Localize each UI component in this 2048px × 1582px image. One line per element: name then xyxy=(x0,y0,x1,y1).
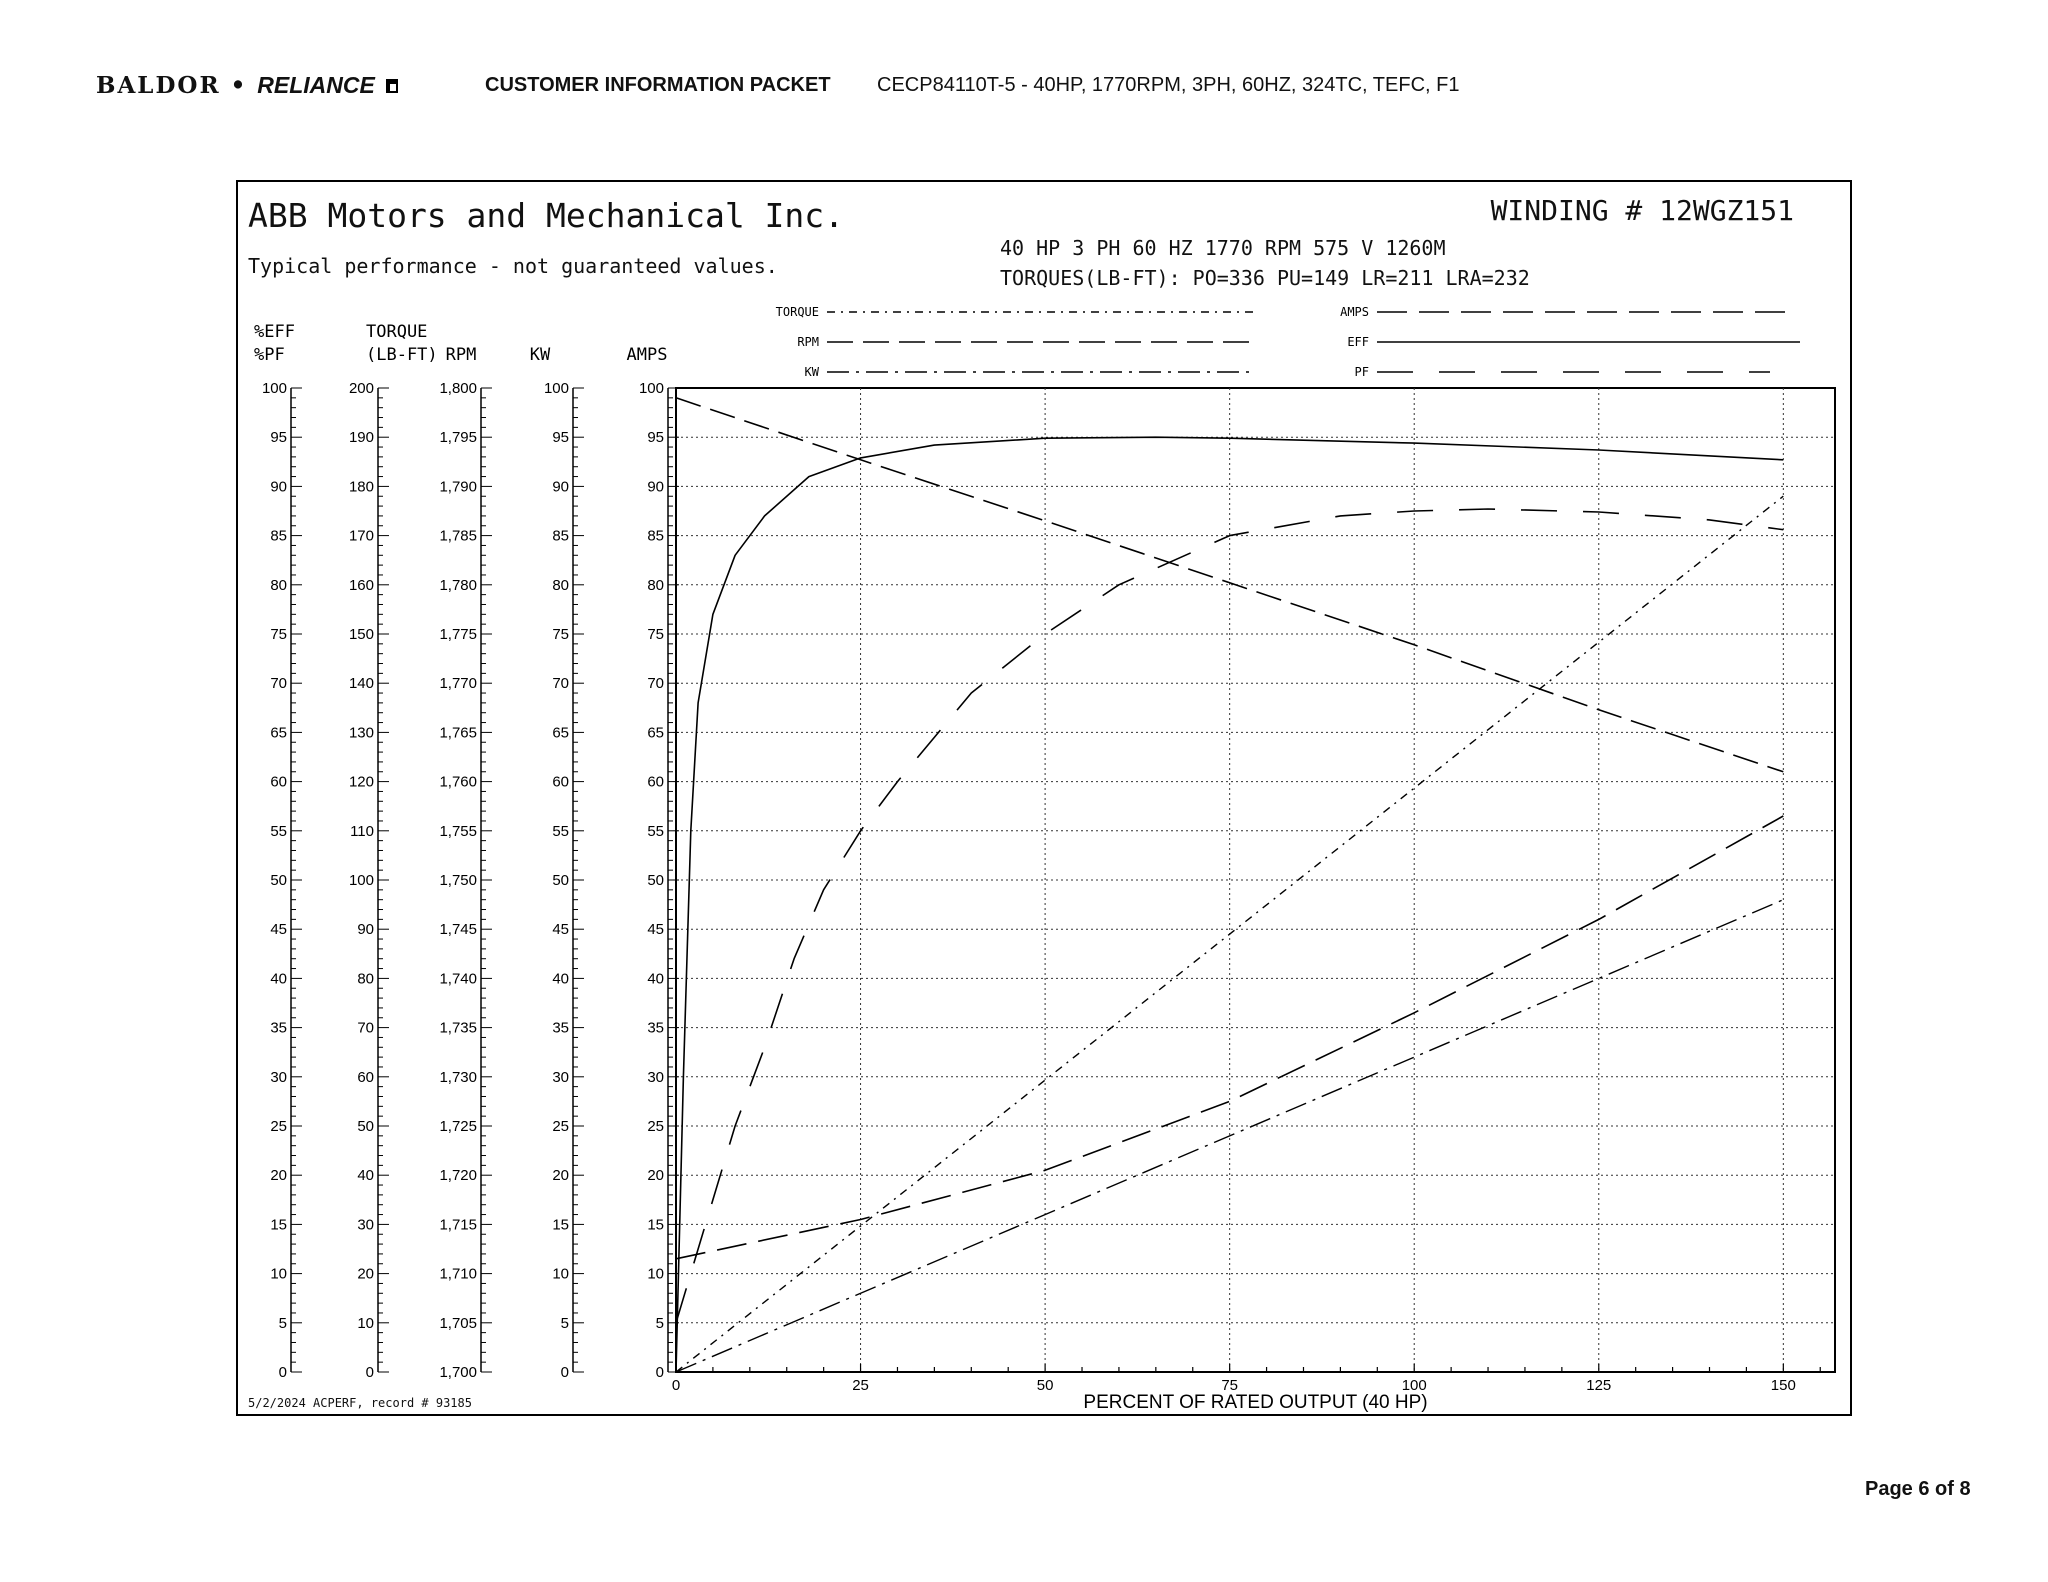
scale-tick-label: 1,800 xyxy=(439,380,477,397)
scale-tick-label: 25 xyxy=(270,1118,287,1135)
scale-tick-label: 40 xyxy=(270,970,287,988)
scale-tick-label: 0 xyxy=(560,1364,569,1381)
x-tick-label: 100 xyxy=(1401,1377,1427,1394)
scale-tick-label: 110 xyxy=(350,822,374,840)
scale-tick-label: 20 xyxy=(357,1265,374,1283)
scale-tick-label: 1,775 xyxy=(439,626,477,643)
scale-tick-label: 1,715 xyxy=(439,1216,477,1234)
scale-tick-label: 85 xyxy=(552,527,569,545)
scale-tick-label: 60 xyxy=(357,1068,374,1086)
scale-tick-label: 200 xyxy=(348,380,374,397)
logo-left: BALDOR xyxy=(96,72,221,99)
scale-tick-label: 1,740 xyxy=(439,970,477,988)
scale-tick-label: 95 xyxy=(647,429,664,447)
legend-label: TORQUE xyxy=(775,305,819,319)
scale-header: TORQUE xyxy=(366,322,428,342)
x-tick-label: 150 xyxy=(1770,1377,1796,1394)
scale-tick-label: 55 xyxy=(552,822,569,840)
scale-tick-label: 40 xyxy=(357,1167,374,1185)
scale-tick-label: 0 xyxy=(655,1364,664,1381)
legend-label: KW xyxy=(804,365,819,379)
packet-title: CUSTOMER INFORMATION PACKET xyxy=(485,74,831,96)
scale-tick-label: 1,780 xyxy=(439,576,477,594)
scale-tick-label: 60 xyxy=(270,773,287,791)
scale-tick-label: 15 xyxy=(552,1216,569,1234)
x-tick-label: 50 xyxy=(1036,1377,1054,1394)
scale-tick-label: 85 xyxy=(647,527,664,545)
scale-header: (LB-FT) xyxy=(366,345,438,365)
legend-label: AMPS xyxy=(1340,305,1369,319)
scale-tick-label: 1,735 xyxy=(439,1019,477,1037)
scale-tick-label: 1,705 xyxy=(439,1314,477,1332)
page-number: Page 6 of 8 xyxy=(1865,1478,1971,1500)
scale-tick-label: 50 xyxy=(270,872,287,889)
scale-tick-label: 10 xyxy=(552,1265,569,1283)
legend-label: PF xyxy=(1354,365,1369,379)
scale-tick-label: 50 xyxy=(647,872,664,889)
scale-tick-label: 25 xyxy=(552,1118,569,1135)
scale-tick-label: 30 xyxy=(357,1216,374,1234)
series-kw-line xyxy=(676,900,1783,1372)
scale-header: %PF xyxy=(254,345,285,365)
scale-header: %EFF xyxy=(254,322,295,342)
scale-tick-label: 70 xyxy=(552,675,569,693)
scale-tick-label: 10 xyxy=(647,1265,664,1283)
logo-dot: • xyxy=(230,72,248,99)
scale-tick-label: 35 xyxy=(552,1019,569,1037)
scale-tick-label: 100 xyxy=(261,380,287,397)
scale-tick-label: 15 xyxy=(270,1216,287,1234)
scale-tick-label: 25 xyxy=(647,1118,664,1135)
scale-tick-label: 75 xyxy=(552,626,569,643)
series-torque-line xyxy=(676,496,1783,1372)
scale-tick-label: 1,765 xyxy=(439,724,477,742)
scale-tick-label: 10 xyxy=(357,1314,374,1332)
scale-tick-label: 70 xyxy=(270,675,287,693)
x-tick-label: 125 xyxy=(1586,1377,1612,1394)
scale-tick-label: 0 xyxy=(278,1364,287,1381)
scale-tick-label: 90 xyxy=(357,921,374,939)
x-tick-label: 0 xyxy=(671,1377,681,1394)
scale-tick-label: 65 xyxy=(647,724,664,742)
scale-tick-label: 80 xyxy=(647,576,664,594)
scale-tick-label: 60 xyxy=(647,773,664,791)
scale-tick-label: 120 xyxy=(348,773,374,791)
scale-header: RPM xyxy=(445,345,477,365)
scale-tick-label: 1,700 xyxy=(439,1364,477,1381)
scale-tick-label: 1,785 xyxy=(439,527,477,545)
scale-header: AMPS xyxy=(626,345,668,365)
scale-tick-label: 95 xyxy=(270,429,287,447)
scale-tick-label: 70 xyxy=(647,675,664,693)
x-tick-label: 25 xyxy=(852,1377,869,1394)
scale-tick-label: 1,760 xyxy=(439,773,477,791)
record-footer: 5/2/2024 ACPERF, record # 93185 xyxy=(248,1396,472,1410)
series-amps-line xyxy=(676,816,1783,1259)
scale-tick-label: 1,745 xyxy=(439,921,477,939)
scale-tick-label: 1,730 xyxy=(439,1068,477,1086)
scale-tick-label: 20 xyxy=(270,1167,287,1185)
scale-tick-label: 130 xyxy=(348,724,374,742)
scale-tick-label: 30 xyxy=(647,1068,664,1086)
scale-tick-label: 20 xyxy=(552,1167,569,1185)
scale-tick-label: 55 xyxy=(270,822,287,840)
disclaimer: Typical performance - not guaranteed values. xyxy=(248,254,778,278)
scale-tick-label: 1,770 xyxy=(439,675,477,693)
scale-tick-label: 95 xyxy=(552,429,569,447)
scale-tick-label: 1,725 xyxy=(439,1118,477,1135)
scale-tick-label: 1,795 xyxy=(439,429,477,447)
scale-tick-label: 5 xyxy=(278,1314,287,1332)
scale-tick-label: 150 xyxy=(348,626,374,643)
x-axis-label: PERCENT OF RATED OUTPUT (40 HP) xyxy=(1083,1392,1428,1413)
scale-tick-label: 1,720 xyxy=(439,1167,477,1185)
scale-tick-label: 1,755 xyxy=(439,822,477,840)
series-pf-line xyxy=(676,509,1783,1323)
scale-tick-label: 45 xyxy=(647,921,664,939)
scale-tick-label: 140 xyxy=(348,675,374,693)
scale-tick-label: 0 xyxy=(365,1364,374,1381)
scale-tick-label: 170 xyxy=(348,527,374,545)
scale-tick-label: 75 xyxy=(647,626,664,643)
scale-tick-label: 80 xyxy=(357,970,374,988)
x-tick-label: 75 xyxy=(1221,1377,1239,1394)
scale-tick-label: 20 xyxy=(647,1167,664,1185)
scale-tick-label: 50 xyxy=(552,872,569,889)
company-name: ABB Motors and Mechanical Inc. xyxy=(248,196,845,235)
scale-tick-label: 40 xyxy=(552,970,569,988)
scale-tick-label: 85 xyxy=(270,527,287,545)
scale-tick-label: 90 xyxy=(552,478,569,496)
scale-tick-label: 190 xyxy=(348,429,374,447)
winding-number: WINDING # 12WGZ151 xyxy=(1490,194,1794,227)
scale-tick-label: 65 xyxy=(552,724,569,742)
torque-values: TORQUES(LB-FT): PO=336 PU=149 LR=211 LRA=232 xyxy=(1000,266,1530,290)
scale-tick-label: 40 xyxy=(647,970,664,988)
scale-tick-label: 55 xyxy=(647,822,664,840)
scale-tick-label: 90 xyxy=(647,478,664,496)
logo-right: RELIANCE xyxy=(257,72,375,98)
motor-specs: 40 HP 3 PH 60 HZ 1770 RPM 575 V 1260M xyxy=(1000,236,1446,260)
scale-tick-label: 50 xyxy=(357,1118,374,1135)
scale-tick-label: 30 xyxy=(270,1068,287,1086)
scale-tick-label: 15 xyxy=(647,1216,664,1234)
legend-label: RPM xyxy=(797,335,819,349)
scale-tick-label: 75 xyxy=(270,626,287,643)
scale-tick-label: 100 xyxy=(638,380,664,397)
scale-header: KW xyxy=(529,345,551,365)
model-description: CECP84110T-5 - 40HP, 1770RPM, 3PH, 60HZ, 324TC, TEFC, F1 xyxy=(877,74,1460,96)
scale-tick-label: 35 xyxy=(647,1019,664,1037)
scale-tick-label: 30 xyxy=(552,1068,569,1086)
scale-tick-label: 70 xyxy=(357,1019,374,1037)
scale-tick-label: 5 xyxy=(560,1314,569,1332)
scale-tick-label: 100 xyxy=(543,380,569,397)
legend-label: EFF xyxy=(1347,335,1369,349)
scale-tick-label: 5 xyxy=(655,1314,664,1332)
scale-tick-label: 1,790 xyxy=(439,478,477,496)
scale-tick-label: 180 xyxy=(348,478,374,496)
scale-tick-label: 60 xyxy=(552,773,569,791)
scale-tick-label: 90 xyxy=(270,478,287,496)
scale-tick-label: 100 xyxy=(348,872,374,889)
scale-tick-label: 80 xyxy=(270,576,287,594)
scale-tick-label: 160 xyxy=(348,576,374,594)
scale-tick-label: 35 xyxy=(270,1019,287,1037)
scale-tick-label: 1,750 xyxy=(439,872,477,889)
scale-tick-label: 45 xyxy=(552,921,569,939)
scale-tick-label: 10 xyxy=(270,1265,287,1283)
scale-tick-label: 1,710 xyxy=(439,1265,477,1283)
scale-tick-label: 45 xyxy=(270,921,287,939)
scale-tick-label: 65 xyxy=(270,724,287,742)
scale-tick-label: 80 xyxy=(552,576,569,594)
